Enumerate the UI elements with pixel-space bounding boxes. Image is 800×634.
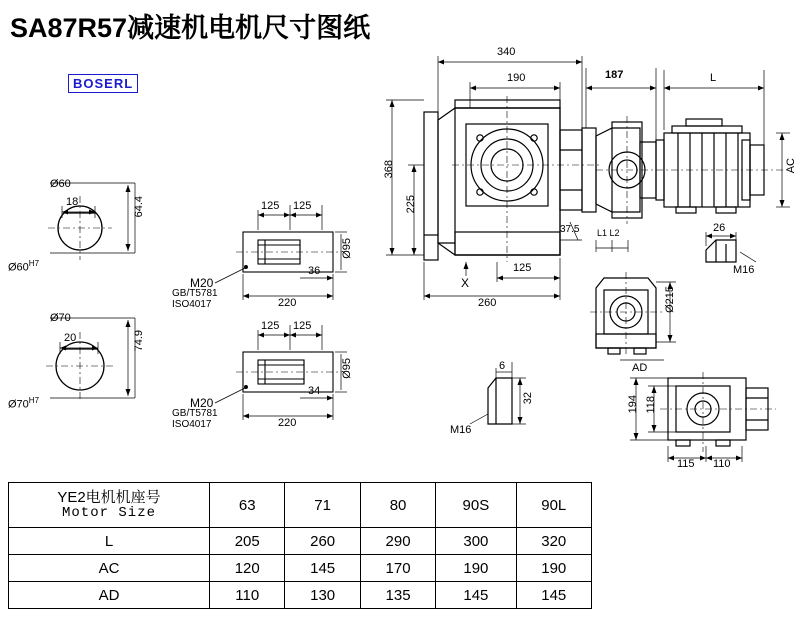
cell-AC-80: 170 [360, 555, 435, 582]
label-ISO-a: ISO4017 [172, 299, 212, 310]
dim-74-9: 74.9 [133, 330, 145, 352]
dim-L1-L2: L1 L2 [597, 228, 620, 238]
dim-phi70: Ø70 [50, 312, 71, 324]
dim-125-center: 125 [513, 262, 532, 274]
cell-AD-90l: 145 [516, 582, 591, 609]
cell-AC-71: 145 [285, 555, 360, 582]
dim-125-b1: 125 [293, 200, 312, 212]
dim-194: 194 [627, 395, 639, 414]
table-size-63: 63 [210, 483, 285, 528]
dim-M16-left: M16 [450, 424, 472, 436]
table-header-label [9, 483, 210, 528]
row-label-AC: AC [9, 555, 210, 582]
dim-110: 110 [713, 458, 731, 470]
brand-logo: BOSERL [68, 74, 138, 93]
table-size-90l: 90L [516, 483, 591, 528]
cell-L-90s: 300 [436, 528, 516, 555]
dim-36: 36 [308, 265, 321, 277]
dim-26: 26 [713, 222, 726, 234]
dim-368: 368 [383, 160, 395, 179]
table-header-en: Motor Size [61, 504, 156, 521]
dim-phi70-h7-tol: H7 [28, 396, 40, 405]
cell-L-80: 290 [360, 528, 435, 555]
dim-225: 225 [405, 195, 417, 214]
table-size-80: 80 [360, 483, 435, 528]
dim-phi95-b: Ø95 [341, 358, 353, 379]
table-row [9, 555, 592, 582]
dim-M16-right: M16 [733, 264, 755, 276]
cell-L-63: 205 [210, 528, 285, 555]
dim-phi60-h7 [8, 259, 39, 274]
cell-AD-90s: 145 [436, 582, 516, 609]
cell-AD-80: 135 [360, 582, 435, 609]
dim-125-b2: 125 [293, 320, 312, 332]
dim-125-a1: 125 [261, 200, 280, 212]
dim-190: 190 [507, 72, 526, 84]
dim-phi70-h7 [8, 396, 39, 411]
table-header-row [9, 483, 592, 528]
dim-18: 18 [66, 196, 79, 208]
dim-260: 260 [478, 297, 497, 309]
cell-AC-63: 120 [210, 555, 285, 582]
dim-115: 115 [677, 458, 695, 470]
dim-L-top: L [710, 72, 717, 84]
dim-phi60-h7-tol: H7 [28, 259, 40, 268]
dim-220-b: 220 [278, 417, 297, 429]
cell-AD-63: 110 [210, 582, 285, 609]
page-title: SA87R57减速机电机尺寸图纸 [10, 13, 371, 43]
dim-AC: AC [785, 158, 797, 174]
row-label-L: L [9, 528, 210, 555]
dim-phi95-a: Ø95 [341, 238, 353, 259]
cell-L-90l: 320 [516, 528, 591, 555]
row-label-AD: AD [9, 582, 210, 609]
motor-size-table [8, 482, 592, 609]
dim-phi215: Ø215 [664, 286, 676, 313]
label-GB-a: GB/T5781 [172, 288, 218, 299]
dim-340: 340 [497, 46, 516, 58]
label-ISO-b: ISO4017 [172, 419, 212, 430]
table-size-90s: 90S [436, 483, 516, 528]
table-size-71: 71 [285, 483, 360, 528]
cell-AC-90s: 190 [436, 555, 516, 582]
label-M20-a: M20 [190, 276, 214, 290]
label-GB-b: GB/T5781 [172, 408, 218, 419]
label-M20-b: M20 [190, 396, 214, 410]
dim-64-4: 64.4 [133, 196, 145, 218]
table-row [9, 582, 592, 609]
dim-AD: AD [632, 362, 648, 374]
dim-phi60: Ø60 [50, 178, 71, 190]
dim-34: 34 [308, 385, 321, 397]
dim-220-a: 220 [278, 297, 297, 309]
dim-37-5: 37.5 [560, 224, 580, 235]
dim-20: 20 [64, 332, 77, 344]
dim-118: 118 [645, 396, 657, 414]
cell-AC-90l: 190 [516, 555, 591, 582]
dim-6: 6 [499, 360, 506, 372]
cell-AD-71: 130 [285, 582, 360, 609]
dim-phi70-h7-value: Ø70 [8, 398, 29, 411]
dim-32: 32 [522, 392, 534, 405]
dim-187: 187 [605, 69, 624, 81]
dim-phi60-h7-value: Ø60 [8, 261, 29, 274]
table-header-cn: YE2电机机座号 [57, 488, 161, 506]
mark-X: X [461, 276, 470, 290]
cell-L-71: 260 [285, 528, 360, 555]
dim-125-a2: 125 [261, 320, 280, 332]
table-row [9, 528, 592, 555]
